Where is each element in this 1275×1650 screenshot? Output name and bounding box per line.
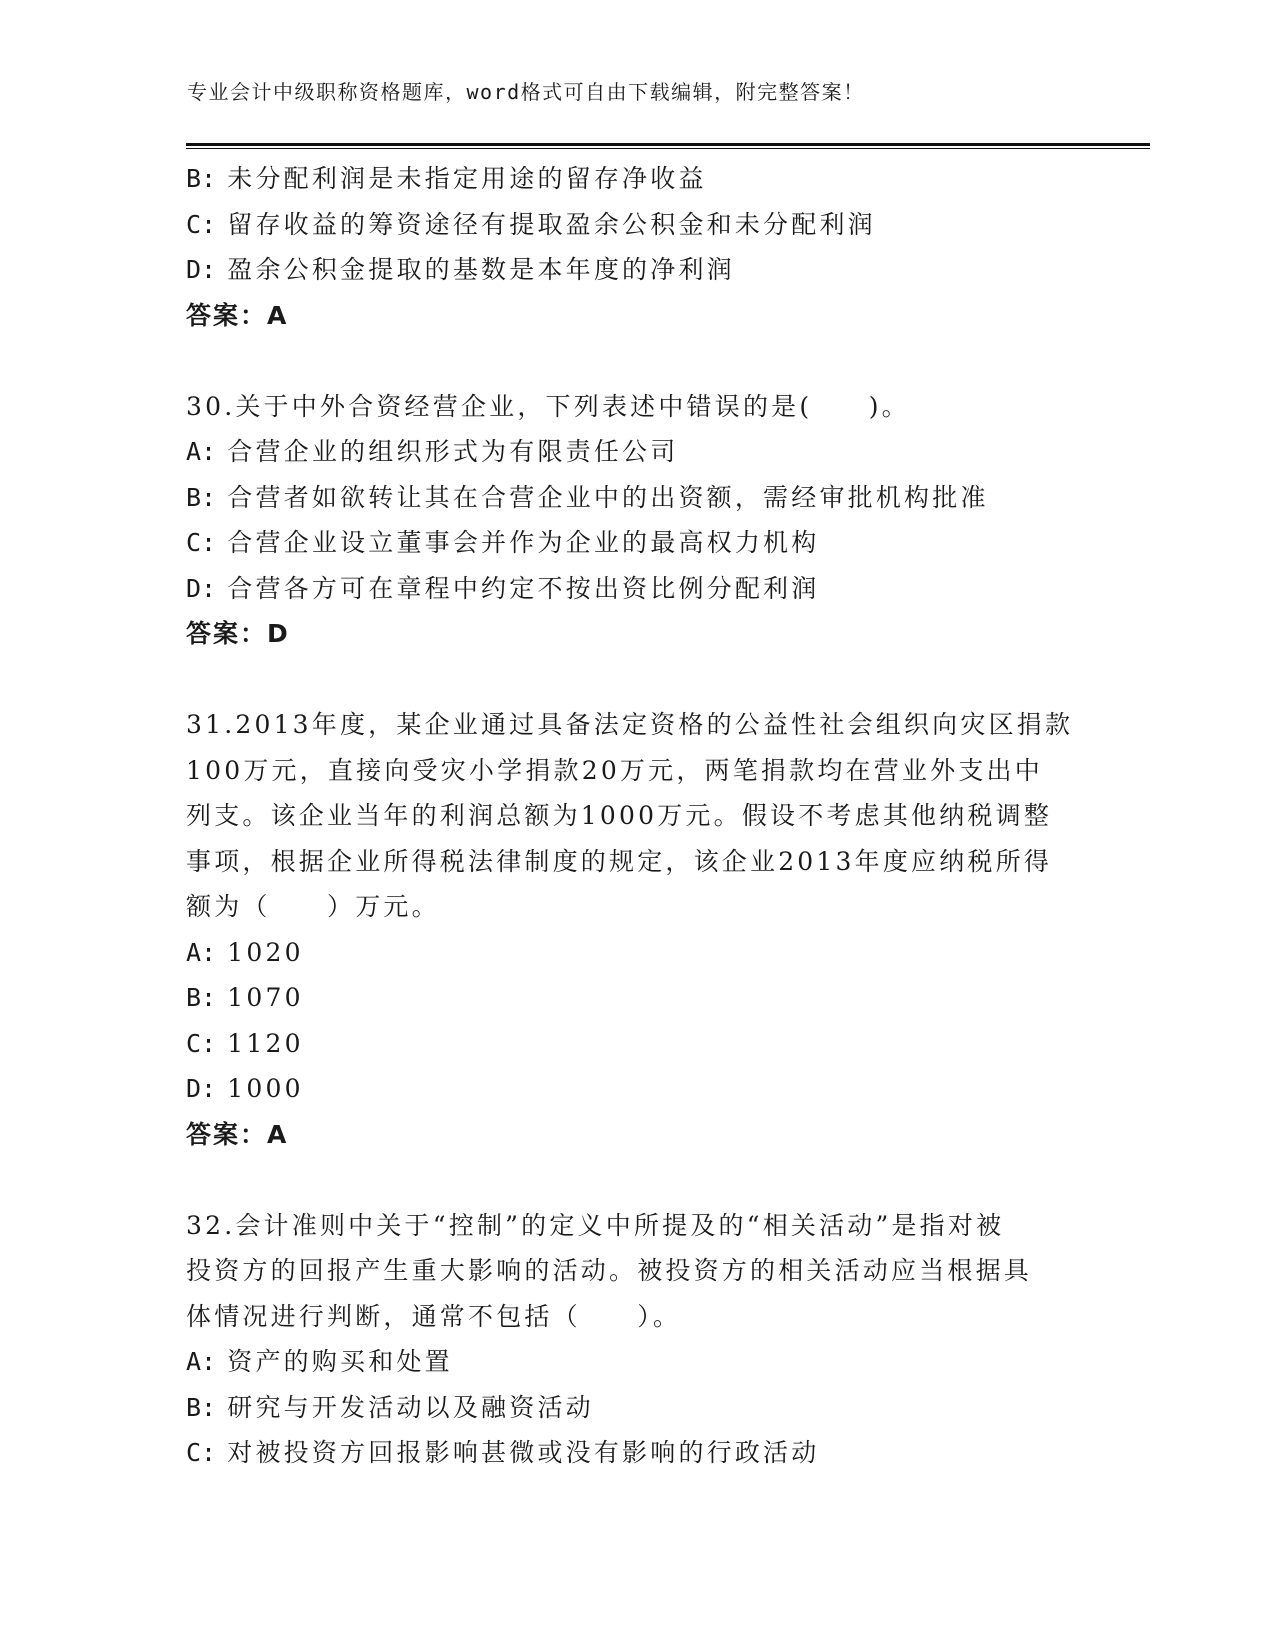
option-key: B: — [186, 983, 217, 1012]
option-d — [186, 247, 1086, 293]
option-text: 合营企业的组织形式为有限责任公司 — [216, 437, 679, 466]
question-stem-line: 30.关于中外合资经营企业，下列表述中错误的是( )。 — [186, 391, 910, 421]
option-text: 合营企业设立董事会并作为企业的最高权力机构 — [216, 528, 820, 557]
option-key: C: — [186, 209, 217, 239]
question-30 — [186, 384, 1086, 657]
question-stem-line: 32.会计准则中关于“控制”的定义中所提及的“相关活动”是指对被 — [186, 1210, 1005, 1240]
answer-line: 答案：D — [186, 619, 290, 648]
question-stem-line: 列支。该企业当年的利润总额为1000万元。假设不考虑其他纳税调整 — [186, 801, 1053, 830]
option-key: A: — [186, 437, 217, 466]
continued-question — [186, 156, 1086, 338]
option-key: D: — [186, 255, 217, 284]
spacer — [186, 1157, 1086, 1203]
option-key: D: — [186, 1074, 217, 1103]
option-text: 1000 — [216, 1074, 304, 1103]
answer-line: 答案：A — [186, 300, 289, 330]
option-text: 合营者如欲转让其在合营企业中的出资额，需经审批机构批准 — [216, 482, 989, 512]
option-a — [186, 1339, 1086, 1385]
option-text: 1070 — [216, 983, 304, 1012]
header-divider — [186, 143, 1150, 149]
option-key: B: — [186, 164, 217, 193]
option-text: 1120 — [216, 1028, 304, 1058]
option-c — [186, 202, 1086, 248]
option-key: B: — [186, 1392, 217, 1422]
question-stem-line: 体情况进行判断，通常不包括（ ）。 — [186, 1301, 682, 1331]
question-32 — [186, 1203, 1086, 1476]
option-a — [186, 930, 1086, 976]
option-c — [186, 520, 1086, 566]
spacer — [186, 657, 1086, 703]
option-key: A: — [186, 1347, 217, 1376]
spacer — [186, 338, 1086, 384]
option-c — [186, 1021, 1086, 1067]
option-text: 留存收益的筹资途径有提取盈余公积金和未分配利润 — [216, 209, 876, 239]
question-31 — [186, 702, 1086, 1157]
option-d — [186, 566, 1086, 612]
page-header-text: 专业会计中级职称资格题库，word格式可自由下载编辑，附完整答案！ — [187, 80, 865, 104]
option-text: 资产的购买和处置 — [216, 1347, 453, 1376]
question-stem-line: 100万元，直接向受灾小学捐款20万元，两笔捐款均在营业外支出中 — [186, 755, 1043, 785]
option-text: 对被投资方回报影响甚微或没有影响的行政活动 — [216, 1438, 820, 1467]
option-key: B: — [186, 482, 217, 512]
option-b — [186, 1385, 1086, 1431]
option-a — [186, 429, 1086, 475]
option-b — [186, 475, 1086, 521]
option-text: 未分配利润是未指定用途的留存净收益 — [216, 164, 707, 193]
question-content — [186, 156, 1086, 1476]
option-text: 1020 — [216, 937, 304, 967]
option-key: A: — [186, 937, 217, 967]
answer-line: 答案：A — [186, 1119, 289, 1149]
option-key: C: — [186, 1438, 217, 1467]
question-stem-line: 额为（ ）万元。 — [186, 892, 440, 921]
option-text: 研究与开发活动以及融资活动 — [216, 1392, 594, 1422]
option-b — [186, 975, 1086, 1021]
option-key: D: — [186, 573, 217, 603]
option-text: 合营各方可在章程中约定不按出资比例分配利润 — [216, 573, 820, 603]
question-stem-line: 投资方的回报产生重大影响的活动。被投资方的相关活动应当根据具 — [186, 1256, 1033, 1285]
option-d — [186, 1066, 1086, 1112]
question-stem-line: 事项，根据企业所得税法律制度的规定，该企业2013年度应纳税所得 — [186, 846, 1053, 876]
option-c — [186, 1430, 1086, 1476]
option-key: C: — [186, 1028, 217, 1058]
option-key: C: — [186, 528, 217, 557]
question-stem-line: 31.2013年度，某企业通过具备法定资格的公益性社会组织向灾区捐款 — [186, 710, 1074, 739]
option-b — [186, 156, 1086, 202]
option-text: 盈余公积金提取的基数是本年度的净利润 — [216, 255, 735, 284]
